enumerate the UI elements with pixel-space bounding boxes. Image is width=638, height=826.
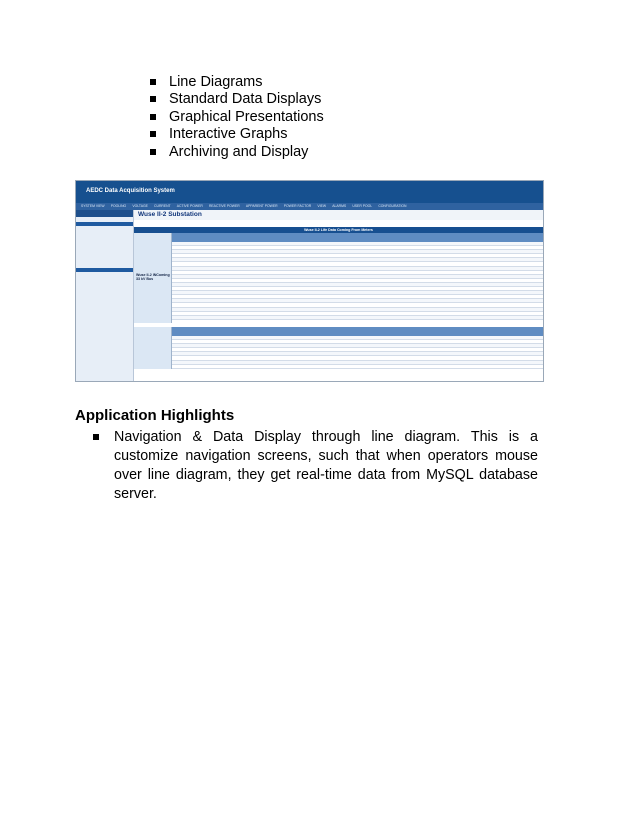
nav-item[interactable]: VIEW	[317, 204, 327, 208]
feature-item: Graphical Presentations	[150, 109, 324, 126]
panel-title: Wuse II-2 Life Data Coming From Meters	[134, 227, 543, 233]
app-title: AEDC Data Acquisition System	[86, 188, 175, 194]
bus-group	[134, 233, 172, 323]
feature-item: Archiving and Display	[150, 144, 324, 161]
app-screenshot	[75, 180, 544, 382]
nav-item[interactable]: ALARMS	[332, 204, 347, 208]
nav-item[interactable]: POOLING	[110, 204, 127, 208]
nav-item[interactable]: CURRENT	[154, 204, 171, 208]
live-data-panel	[134, 227, 543, 323]
nav-item[interactable]: VOLTAGE	[132, 204, 148, 208]
sidebar-link-active[interactable]	[76, 268, 133, 273]
outgoing-data-panel	[134, 327, 543, 369]
highlight-item: Navigation & Data Display through line diagram. This is a customize navigation screens, such that when operators mouse over line diagram, they get real-time data from MySQL database server.	[93, 428, 538, 504]
nav-item[interactable]: POWER FACTOR	[283, 204, 312, 208]
sidebar-header	[76, 210, 133, 217]
nav-item[interactable]: APPARENT POWER	[245, 204, 278, 208]
table-header	[172, 327, 543, 336]
app-header	[76, 181, 543, 203]
section-heading: Application Highlights	[75, 407, 235, 424]
substation-title-bar	[134, 210, 543, 220]
highlights-list	[93, 428, 538, 504]
app-nav-bar	[76, 203, 543, 210]
bus-group	[134, 327, 172, 369]
substation-title: Wuse II-2 Substation	[138, 211, 202, 218]
nav-item[interactable]: ACTIVE POWER	[176, 204, 203, 208]
feature-list	[150, 74, 324, 161]
nav-item[interactable]: CONFIGURATION	[378, 204, 407, 208]
app-sidebar	[76, 210, 134, 381]
table-row	[172, 316, 543, 320]
feature-item: Line Diagrams	[150, 74, 324, 91]
bus-group-label: Wuse II-2 INComing 33 kV Bus	[136, 273, 170, 281]
table-body	[172, 336, 543, 369]
table-body	[172, 242, 543, 320]
meter-table	[172, 233, 543, 320]
nav-item[interactable]: REACTIVE POWER	[208, 204, 240, 208]
nav-item[interactable]: USER POOL	[352, 204, 373, 208]
meter-table	[172, 327, 543, 369]
table-header	[172, 233, 543, 242]
feature-item: Standard Data Displays	[150, 91, 324, 108]
feature-item: Interactive Graphs	[150, 126, 324, 143]
nav-item[interactable]: SYSTEM VIEW	[81, 204, 105, 208]
table-row	[172, 365, 543, 369]
